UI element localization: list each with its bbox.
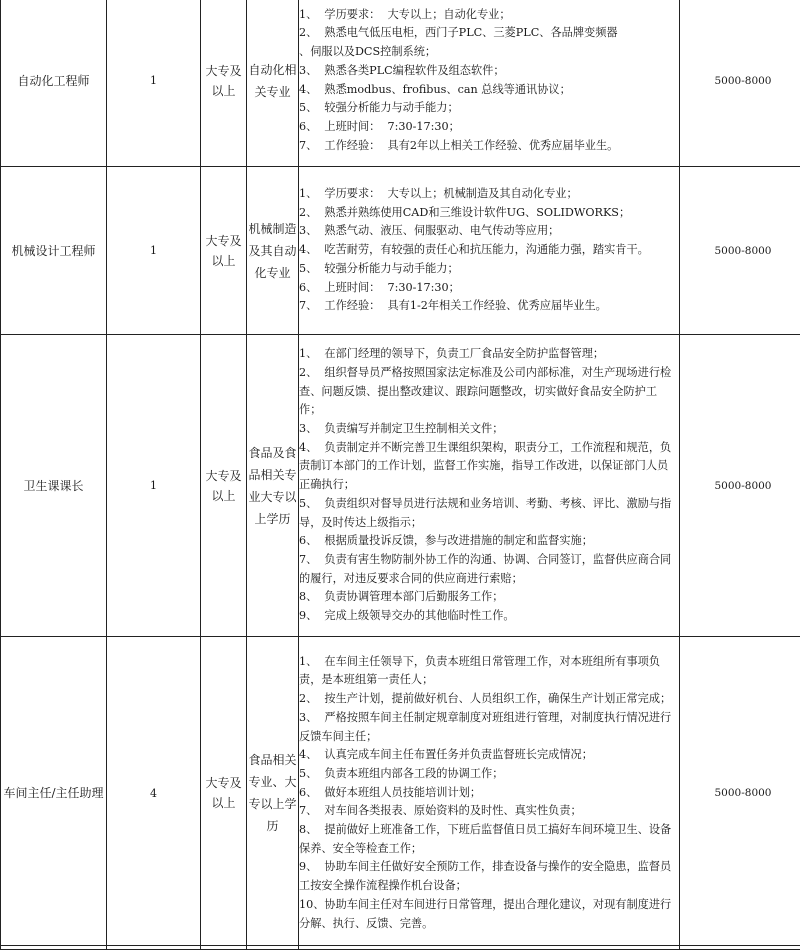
requirement-item: 8、 负责协调管理本部门后勤服务工作； [299,588,679,607]
requirement-item: 4、 熟悉modbus、frofibus、can 总线等通讯协议； [299,81,679,100]
requirement-item: 6、 做好本班组人员技能培训计划； [299,784,679,803]
requirement-item: 1、 学历要求： 大专以上；机械制造及其自动化专业； [299,185,679,204]
headcount: 1 [107,335,201,637]
requirements-list [299,345,679,626]
headcount: 1 [107,167,201,335]
requirement-item: 10、协助车间主任对车间进行日常管理，提出合理化建议，对现有制度进行分解、执行、反馈、完善。 [299,896,679,933]
requirement-item: 7、 负责有害生物防制外协工作的沟通、协调、合同签订，监督供应商合同的履行，对违反要求合同的供应商进行索赔； [299,551,679,588]
requirements-cell [299,0,680,167]
job-title: 机械设计工程师 [1,167,107,335]
table-row [1,0,800,167]
requirement-item: 2、 熟悉并熟练使用CAD和三维设计软件UG、SOLIDWORKS； [299,204,679,223]
requirement-item: 7、 工作经验： 具有1-2年相关工作经验、优秀应届毕业生。 [299,297,679,316]
requirement-item: 5、 负责组织对督导员进行法规和业务培训、考勤、考核、评比、激励与指导，及时传达上级指示； [299,495,679,532]
requirement-item: 4、 认真完成车间主任布置任务并负责监督班长完成情况； [299,746,679,765]
table-row [1,167,800,335]
requirement-item: 4、 吃苦耐劳，有较强的责任心和抗压能力，沟通能力强，踏实肯干。 [299,241,679,260]
requirements-cell [299,335,680,637]
requirement-item: 5、 负责本班组内部各工段的协调工作； [299,765,679,784]
job-title: 卫生课课长 [1,335,107,637]
table-bottom-edge [0,945,800,951]
salary-range: 5000-8000 [680,335,800,637]
requirement-item: 1、 在车间主任领导下，负责本班组日常管理工作，对本班组所有事项负责，是本班组第一责任人； [299,653,679,690]
requirement-item: 5、 较强分析能力与动手能力； [299,99,679,118]
headcount: 4 [107,637,201,950]
education-requirement: 大专及以上 [201,0,247,167]
headcount: 1 [107,0,201,167]
requirement-item: 5、 较强分析能力与动手能力； [299,260,679,279]
requirement-item: 4、 负责制定并不断完善卫生课组织架构，职责分工，工作流程和规范，负责制订本部门的工作计划，监督工作实施，指导工作改进，以保证部门人员正确执行； [299,439,679,495]
requirement-item: 1、 在部门经理的领导下，负责工厂食品安全防护监督管理； [299,345,679,364]
requirement-item: 3、 熟悉各类PLC编程软件及组态软件； [299,62,679,81]
major-requirement: 机械制造及其自动化专业 [247,167,299,335]
table-row [1,637,800,950]
requirements-list [299,185,679,316]
job-table-body [1,0,800,950]
requirement-item: 1、 学历要求： 大专以上；自动化专业； [299,6,679,25]
requirements-list [299,653,679,934]
requirement-item: 2、 按生产计划，提前做好机台、人员组织工作，确保生产计划正常完成； [299,690,679,709]
requirement-item: 、伺服以及DCS控制系统； [299,43,679,62]
requirement-item: 9、 协助车间主任做好安全预防工作，排查设备与操作的安全隐患，监督员工按安全操作流程操作机台设备； [299,858,679,895]
requirement-item: 6、 上班时间： 7:30-17:30； [299,118,679,137]
table-row [1,335,800,637]
requirement-item: 7、 对车间各类报表、原始资料的及时性、真实性负责； [299,802,679,821]
requirement-item: 3、 负责编写并制定卫生控制相关文件； [299,420,679,439]
requirement-item: 3、 严格按照车间主任制定规章制度对班组进行管理，对制度执行情况进行反馈车间主任； [299,709,679,746]
requirement-item: 2、 组织督导员严格按照国家法定标准及公司内部标准，对生产现场进行检查、问题反馈、提出整改建议、跟踪问题整改，切实做好食品安全防护工作； [299,364,679,420]
salary-range: 5000-8000 [680,637,800,950]
requirement-item: 6、 根据质量投诉反馈，参与改进措施的制定和监督实施； [299,532,679,551]
education-requirement: 大专及以上 [201,335,247,637]
requirement-item: 2、 熟悉电气低压电柜，西门子PLC、三菱PLC、各品牌变频器 [299,24,679,43]
job-title: 车间主任/主任助理 [1,637,107,950]
requirement-item: 9、 完成上级领导交办的其他临时性工作。 [299,607,679,626]
education-requirement: 大专及以上 [201,167,247,335]
requirement-item: 8、 提前做好上班准备工作，下班后监督值日员工搞好车间环境卫生、设备保养、安全等检查工作； [299,821,679,858]
education-requirement: 大专及以上 [201,637,247,950]
requirements-cell [299,637,680,950]
requirement-item: 7、 工作经验： 具有2年以上相关工作经验、优秀应届毕业生。 [299,137,679,156]
major-requirement: 自动化相关专业 [247,0,299,167]
job-title: 自动化工程师 [1,0,107,167]
requirements-list [299,6,679,156]
requirements-cell [299,167,680,335]
salary-range: 5000-8000 [680,0,800,167]
major-requirement: 食品及食品相关专业大专以上学历 [247,335,299,637]
requirement-item: 6、 上班时间： 7:30-17:30； [299,279,679,298]
major-requirement: 食品相关专业、大专以上学历 [247,637,299,950]
requirement-item: 3、 熟悉气动、液压、伺服驱动、电气传动等应用； [299,222,679,241]
salary-range: 5000-8000 [680,167,800,335]
